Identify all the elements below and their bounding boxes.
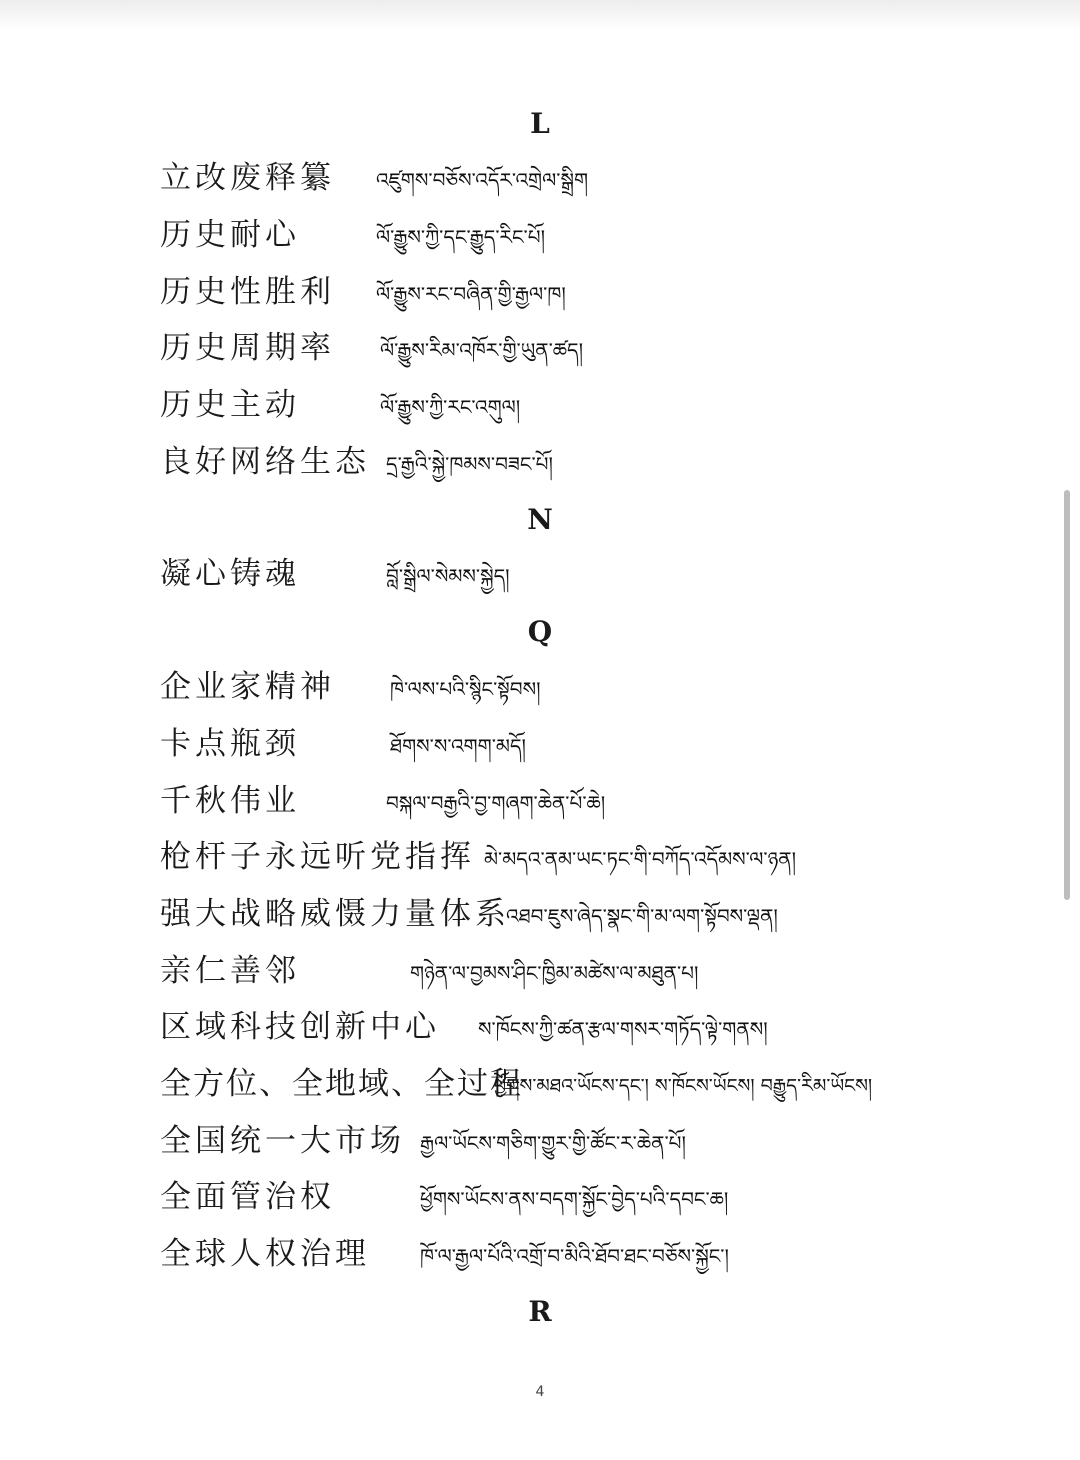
chinese-term: 凝心铸魂	[160, 556, 300, 592]
section-letter-r: R	[528, 1295, 552, 1328]
tibetan-translation: མེ་མདའ་ནམ་ཡང་ཏང་གི་བཀོད་འདོམས་ལ་ཉན།	[484, 847, 797, 871]
chinese-term: 历史耐心	[160, 217, 300, 253]
chinese-term: 全面管治权	[160, 1179, 335, 1215]
section-letter-n: N	[527, 503, 553, 536]
tibetan-translation: འཐབ་ཇུས་ཞེད་སྣང་གི་མ་ལག་སྟོབས་ལྡན།	[506, 904, 778, 928]
chinese-term: 亲仁善邻	[160, 953, 300, 989]
tibetan-translation: ལོ་རྒྱུས་ཀྱི་དང་རྒྱུད་རིང་པོ།	[376, 225, 546, 249]
tibetan-translation: ལོ་རྒྱུས་རིམ་འཁོར་གྱི་ཡུན་ཚད།	[380, 338, 584, 362]
tibetan-translation: ཕྱོགས་ཡོངས་ནས་བདག་སྐྱོང་བྱེད་པའི་དབང་ཆ།	[420, 1187, 729, 1211]
chinese-term: 立改废释纂	[160, 160, 335, 196]
tibetan-translation: ཐོགས་ས་འགག་མདོ།	[390, 734, 526, 758]
chinese-term: 历史周期率	[160, 330, 335, 366]
tibetan-translation: དྲ་རྒྱའི་སྐྱེ་ཁམས་བཟང་པོ།	[386, 452, 553, 476]
tibetan-translation: ཁོ་ལ་རྒྱལ་པོའི་འགྲོ་བ་མིའི་ཐོབ་ཐང་བཅོས་སྐྱོང་།	[420, 1244, 729, 1268]
chinese-term: 历史主动	[160, 387, 300, 423]
chinese-term: 全球人权治理	[160, 1236, 370, 1272]
tibetan-translation: གཉེན་ལ་བྱམས་ཤིང་ཁྱིམ་མཚེས་ལ་མཐུན་པ།	[410, 961, 699, 985]
section-letter-l: L	[530, 107, 550, 140]
chinese-term: 卡点瓶颈	[160, 726, 300, 762]
chinese-term: 千秋伟业	[160, 783, 300, 819]
chinese-term: 企业家精神	[160, 669, 335, 705]
tibetan-translation: འཛུགས་བཅོས་འདོར་འགྲེལ་སྒྲིག	[376, 168, 589, 192]
page-top-shadow	[0, 0, 1080, 30]
section-letter-q: Q	[527, 615, 553, 648]
chinese-term: 枪杆子永远听党指挥	[160, 839, 475, 875]
tibetan-translation: ལོ་རྒྱུས་ཀྱི་རང་འགུལ།	[380, 395, 521, 419]
tibetan-translation: བསྐལ་བརྒྱའི་བྱ་གཞག་ཆེན་པོ་ཆེ།	[386, 791, 606, 815]
page-number: 4	[535, 1384, 545, 1400]
tibetan-translation: རྒྱལ་ཡོངས་གཅིག་གྱུར་གྱི་ཚོང་ར་ཆེན་པོ།	[420, 1131, 686, 1155]
tibetan-translation: ཕྱོགས་མཐའ་ཡོངས་དང་། ས་ཁོངས་ཡོངས། བརྒྱུད་རིམ་ཡོངས།	[494, 1075, 873, 1097]
chinese-term: 区域科技创新中心	[160, 1009, 440, 1045]
vertical-scrollbar[interactable]	[1064, 490, 1070, 900]
chinese-term: 全方位、全地域、全过程	[160, 1066, 523, 1102]
tibetan-translation: བློ་སྒྲིལ་སེམས་སྐྱེད།	[386, 564, 510, 588]
chinese-term: 全国统一大市场	[160, 1123, 405, 1159]
tibetan-translation: ལོ་རྒྱུས་རང་བཞིན་གྱི་རྒྱལ་ཁ།	[376, 282, 566, 306]
tibetan-translation: ཁེ་ལས་པའི་སྙིང་སྟོབས།	[390, 677, 541, 701]
chinese-term: 历史性胜利	[160, 274, 335, 310]
chinese-term: 强大战略威慑力量体系	[160, 896, 510, 932]
chinese-term: 良好网络生态	[160, 444, 370, 480]
tibetan-translation: ས་ཁོངས་ཀྱི་ཚན་རྩལ་གསར་གཏོད་ལྟེ་གནས།	[478, 1017, 768, 1041]
